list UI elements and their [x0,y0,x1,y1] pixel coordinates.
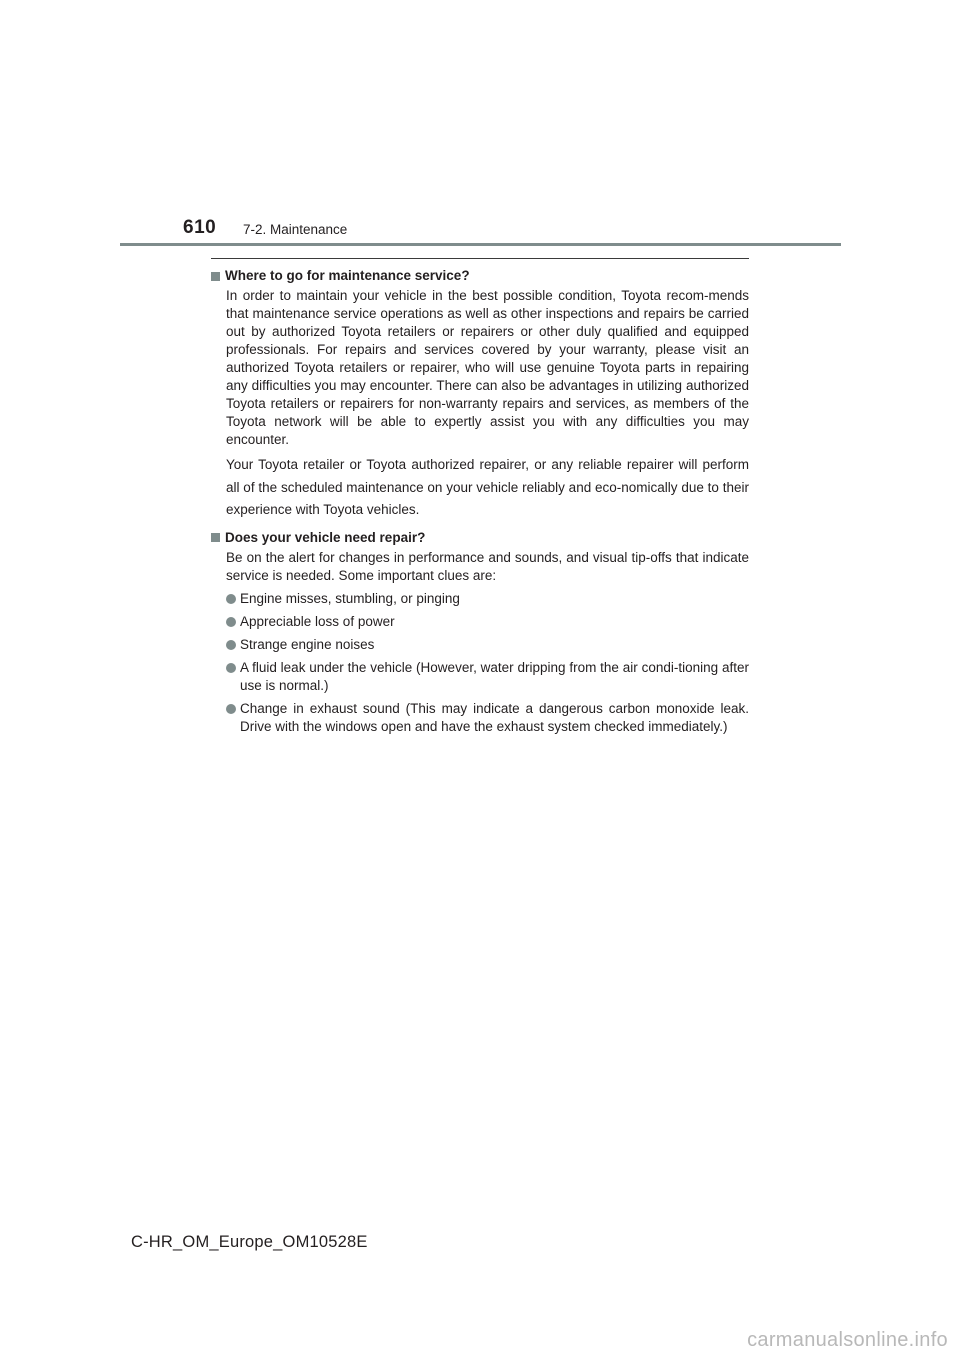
document-code: C-HR_OM_Europe_OM10528E [131,1233,368,1251]
list-item-text: Engine misses, stumbling, or pinging [240,590,460,606]
square-icon [211,272,220,281]
paragraph: In order to maintain your vehicle in the best possible condition, Toyota recom-mends that maintenance service operations as well as other inspections and repairs be carried out by authorized Toyota retailers or repairers or other duly qualified and equipped professionals. For repairs and services covered by your warranty, please visit an authorized Toyota retailers or repairer, who will use genuine Toyota parts in repairing any difficulties you may encounter. There can also be advantages in utilizing authorized Toyota retailers or repairers for non-warranty repairs and services, as members of the Toyota network will be able to expertly assist you with any difficulties you may encounter. [226,288,749,447]
watermark: carmanualsonline.info [747,1329,948,1351]
list-item-text: Change in exhaust sound (This may indicate a dangerous carbon monoxide leak. Drive with the windows open and have the exhaust system checked immediately.) [240,700,749,734]
paragraph: Be on the alert for changes in performance and sounds, and visual tip-offs that indicate service is needed. Some important clues are: [226,549,749,583]
list-item [226,613,749,631]
list-item [226,700,749,736]
list-item [226,590,749,608]
bullet-dot-icon [226,704,236,714]
list-item-text: Appreciable loss of power [240,613,395,629]
content-top-divider [211,258,749,259]
bullet-dot-icon [226,663,236,673]
section-title: 7-2. Maintenance [243,222,348,237]
paragraph: Your Toyota retailer or Toyota authorized repairer, or any reliable repairer will perform all of the scheduled maintenance on your vehicle reliably and eco-nomically due to their experience with Toyota vehicles. [226,457,749,517]
square-icon [211,533,220,542]
header-divider [120,243,841,246]
bullet-dot-icon [226,617,236,627]
list-item-text: Strange engine noises [240,636,375,652]
clue-list [211,590,749,736]
page-content [211,258,749,743]
topic-heading-text: Does your vehicle need repair? [225,529,426,545]
bullet-dot-icon [226,594,236,604]
list-item [226,636,749,654]
topic-maintenance-service [211,267,749,522]
list-item [226,659,749,695]
bullet-dot-icon [226,640,236,650]
topic-vehicle-repair [211,529,749,736]
topic-heading [211,267,749,285]
topic-heading-text: Where to go for maintenance service? [225,268,470,283]
page-number: 610 [183,217,217,238]
topic-heading [211,529,749,547]
list-item-text: A fluid leak under the vehicle (However, water dripping from the air condi-tioning after use is normal.) [240,659,749,693]
